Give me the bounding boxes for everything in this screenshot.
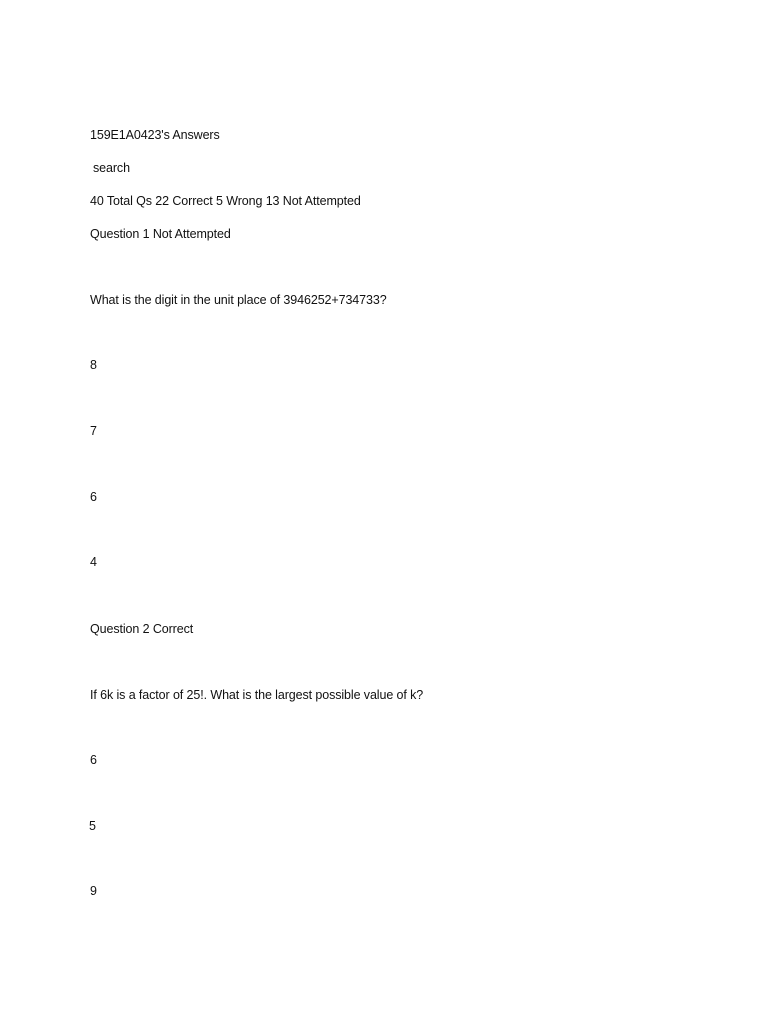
- question-1-heading: Question 1 Not Attempted: [90, 227, 231, 241]
- score-summary: 40 Total Qs 22 Correct 5 Wrong 13 Not Attempted: [90, 194, 361, 208]
- question-1-option-1[interactable]: 8: [90, 358, 97, 372]
- question-1-option-2[interactable]: 7: [90, 424, 97, 438]
- question-2-option-1[interactable]: 6: [90, 753, 97, 767]
- question-1-option-3[interactable]: 6: [90, 490, 97, 504]
- page-title: 159E1A0423's Answers: [90, 128, 220, 142]
- question-2-heading: Question 2 Correct: [90, 622, 194, 636]
- question-2-option-2[interactable]: 5: [89, 819, 96, 833]
- question-2-option-3[interactable]: 9: [90, 884, 97, 898]
- search-link[interactable]: search: [93, 161, 130, 175]
- question-1-text: What is the digit in the unit place of 3946252+734733?: [90, 293, 387, 307]
- question-2-text: If 6k is a factor of 25!. What is the largest possible value of k?: [90, 688, 424, 702]
- question-1-option-4[interactable]: 4: [90, 555, 97, 569]
